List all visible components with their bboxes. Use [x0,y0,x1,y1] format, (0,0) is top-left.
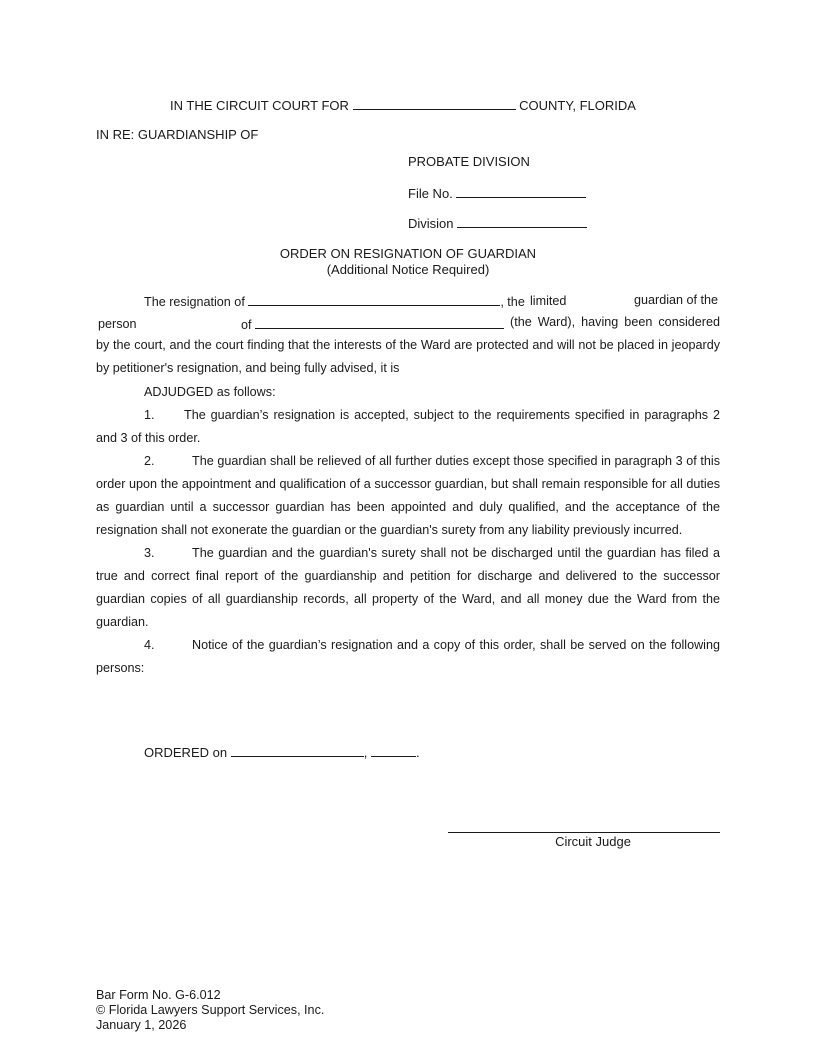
intro-c: guardian of the [634,293,719,307]
ordered-period: . [415,745,420,760]
file-no-row [408,185,586,201]
county-blank[interactable] [353,97,516,110]
p1-number: 1. [144,408,155,422]
p3-number: 3. [144,546,155,560]
division-row [408,215,587,231]
circuit-judge-label: Circuit Judge [555,834,631,849]
intro-line-1a [144,293,525,309]
paragraph-1 [96,404,720,450]
ordered-comma: , [363,745,368,760]
paragraph-3 [96,542,720,634]
p2-number: 2. [144,454,155,468]
order-subtitle: (Additional Notice Required) [326,262,490,277]
intro-a: The resignation of [144,295,245,309]
footer-date: January 1, 2026 [96,1018,187,1032]
division-heading: PROBATE DIVISION [408,154,530,169]
court-suffix: COUNTY, FLORIDA [519,98,636,113]
court-heading [170,97,636,113]
p4-number: 4. [144,638,155,652]
ordered-date-blank[interactable] [231,744,364,757]
intro-b: , the [500,295,525,309]
division-label: Division [408,216,454,231]
file-no-blank[interactable] [456,185,586,198]
of-word: of [241,318,252,332]
p4-text: Notice of the guardian’s resignation and a copy of this order, shall be served on the following persons: [96,638,720,675]
intro-continuation: (the Ward), having been considered by the court, and the court finding that the interests of the Ward are protected and will not be placed in jeopardy by petitioner's resignation, and being fully advised, it is [96,315,720,375]
ordered-label: ORDERED on [144,745,228,760]
p2-text: The guardian shall be relieved of all further duties except those specified in paragraph 3 of this order upon the appointment and qualification of a successor guardian, but shall remain responsible for all duties as guardian until a successor guardian has been appointed and duly qualified, and the acceptance of the resignation shall not exonerate the guardian or the guardian's surety from any liability previously incurred. [96,454,720,537]
p3-text: The guardian and the guardian's surety shall not be discharged until the guardian has filed a true and correct final report of the guardianship and petition for discharge and delivered to the successor guardian copies of all guardianship records, all property of the Ward, and all money due the Ward from the guardian. [96,546,720,629]
signature-line[interactable] [448,832,720,833]
footer [96,988,324,1033]
limited-word: limited [530,294,567,308]
file-no-label: File No. [408,186,453,201]
paragraph-4 [96,634,720,680]
p1-text: The guardian’s resignation is accepted, subject to the requirements specified in paragraphs 2 and 3 of this order. [96,408,720,445]
guardian-name-blank[interactable] [248,293,500,306]
order-title: ORDER ON RESIGNATION OF GUARDIAN [279,246,537,261]
division-blank[interactable] [457,215,587,228]
ordered-row [144,744,420,760]
in-re-label: IN RE: GUARDIANSHIP OF [96,127,259,142]
ordered-year-blank[interactable] [371,744,416,757]
court-prefix: IN THE CIRCUIT COURT FOR [170,98,349,113]
person-word: person [98,317,137,331]
paragraph-2 [96,450,720,542]
adjudged-line: ADJUDGED as follows: [144,385,276,399]
form-number: Bar Form No. G-6.012 [96,988,221,1002]
copyright: © Florida Lawyers Support Services, Inc. [96,1003,325,1017]
